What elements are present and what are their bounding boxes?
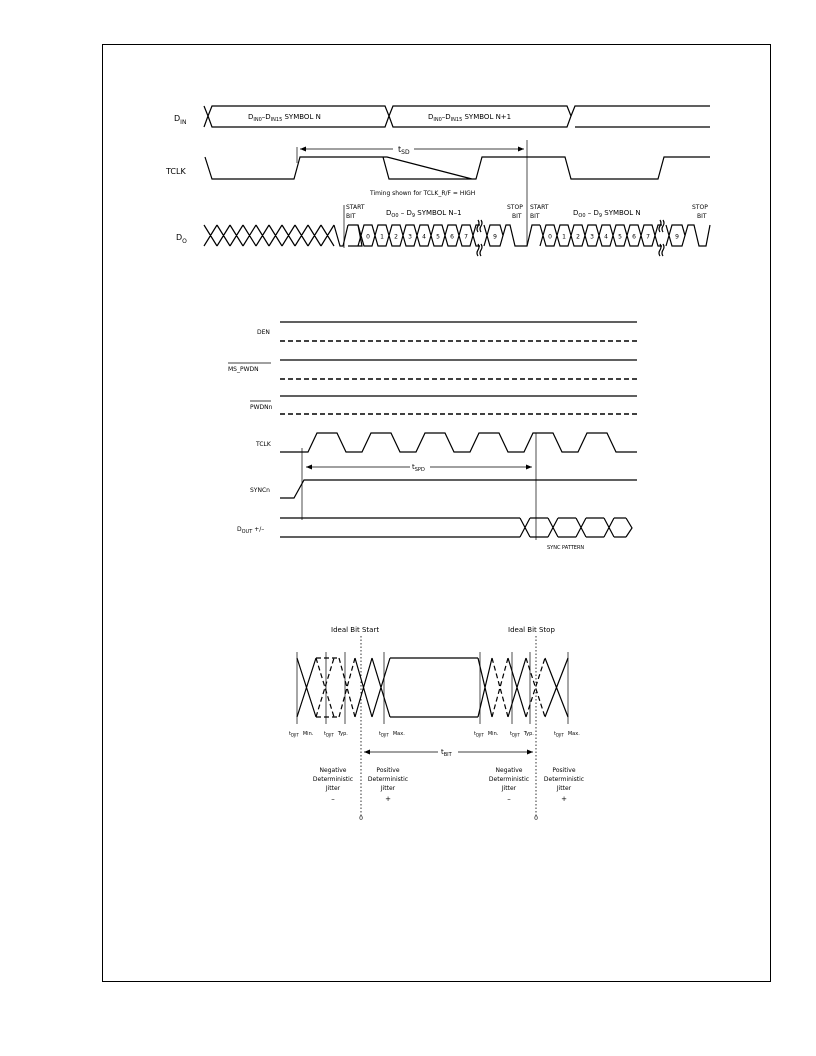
syncn-waveform [280,480,637,498]
den-label: DEN [257,329,270,336]
tdjit-max-1: $t_{DJIT}$ Max. [379,731,405,738]
symbol-n-bit-2: 2 [576,233,580,241]
do-stop-start [503,225,540,246]
do-stop-2 [685,225,710,246]
tsd-label: $t_{SD}$ [398,145,410,156]
dout-waveform [280,518,632,537]
symbol-nm1-bit-0: 0 [366,233,370,241]
symbol-n1-label: $D_{IN0}-D_{IN15}$ SYMBOL N+1 [428,113,512,123]
tbit-label: $t_{BIT}$ [441,748,452,758]
start-bit-label-1b: BIT [346,213,356,220]
tdjit-typ-1: $t_{DJIT}$ Typ. [324,731,348,738]
tdjit-min-2: $t_{DJIT}$ Min. [474,731,499,738]
symbol-nm1-bit-6: 6 [450,233,454,241]
pos-jitter-1a: Positive [376,767,400,774]
tdjit-min-1: $t_{DJIT}$ Min. [289,731,314,738]
symbol-nm1-bit-5: 5 [436,233,440,241]
eye-center [390,658,478,717]
zero-label-2: 0 [534,815,538,822]
stop-bit-label-1b: BIT [512,213,522,220]
tclk2-waveform [280,433,637,452]
stop-bit-label-1: STOP [507,204,523,211]
do-pre-transitions [204,225,334,246]
neg-jitter-1c: Jitter [325,785,341,792]
tdjit-max-2: $t_{DJIT}$ Max. [554,731,580,738]
tclk-waveform [205,157,710,179]
symbol-n-bit-1: 1 [562,233,566,241]
symbol-nm1-bit-4: 4 [422,233,426,241]
symbol-nm1-bits [358,225,473,246]
ms-pwdn-label: MS_PWDN [228,366,259,373]
jitter-diagram [289,626,584,822]
stop-bit-label-2b: BIT [697,213,707,220]
symbol-nm1-bit-3: 3 [408,233,412,241]
neg-jitter-2a: Negative [495,767,523,774]
neg-jitter-1a: Negative [319,767,347,774]
pos-jitter-2a: Positive [552,767,576,774]
eye-crossings [297,658,568,717]
pos-jitter-1c: Jitter [380,785,396,792]
dout-label: $D_{OUT}$ +/– [237,526,265,535]
symbol-nm1-bit-9: 9 [493,233,497,241]
symbol-nm1-label: $D_{O0} - D_9$ SYMBOL N–1 [386,209,462,219]
neg-sign-1: – [331,795,335,803]
pos-jitter-1b: Deterministic [367,776,409,783]
pwdnn-label: PWDNn [250,404,273,411]
stop-bit-label-2: STOP [692,204,708,211]
tspd-label: $t_{SPD}$ [412,463,425,473]
tclk-label: TCLK [166,167,186,176]
din-label: $D_{IN}$ [174,114,187,126]
symbol-n-label: $D_{IN0}-D_{IN15}$ SYMBOL N [248,113,321,123]
pos-sign-1: + [385,795,391,803]
symbol-nm1-bit-1: 1 [380,233,384,241]
pos-sign-2: + [561,795,567,803]
symbol-n-bit-6: 6 [632,233,636,241]
tdjit-typ-2: $t_{DJIT}$ Typ. [510,731,534,738]
do-idle-low [334,225,348,246]
sync-timing-diagram [228,322,637,551]
symbol-n-do-label: $D_{O0} - D_9$ SYMBOL N [573,209,641,219]
do-bus [204,220,710,256]
symbol-n-bits [540,225,655,246]
symbol-nm1-bit-2: 2 [394,233,398,241]
symbol-n-bit-4: 4 [604,233,608,241]
tclk2-label: TCLK [256,441,271,448]
neg-sign-2: – [507,795,511,803]
sync-pattern-label: SYNC PATTERN [547,545,585,551]
syncn-label: SYNCn [250,487,270,494]
pos-jitter-2b: Deterministic [543,776,585,783]
serializer-timing-diagram [165,106,710,256]
start-bit-label-1: START [346,204,365,211]
symbol-n-bit-0: 0 [548,233,552,241]
start-bit-label-2b: BIT [530,213,540,220]
neg-jitter-2c: Jitter [501,785,517,792]
ideal-bit-stop-label: Ideal Bit Stop [508,626,555,634]
start-bit-label-2: START [530,204,549,211]
symbol-n-bit-7: 7 [646,233,650,241]
neg-jitter-1b: Deterministic [312,776,354,783]
symbol-nm1-bit-7: 7 [464,233,468,241]
do-label: $D_O$ [176,233,187,245]
neg-jitter-2b: Deterministic [488,776,530,783]
do-start-bit-1 [348,225,362,246]
ideal-bit-start-label: Ideal Bit Start [331,626,380,634]
symbol-n-bit-3: 3 [590,233,594,241]
timing-note: Timing shown for TCLK_R/F = HIGH [370,190,476,197]
zero-label-1: 0 [359,815,363,822]
symbol-n-bit-9: 9 [675,233,679,241]
symbol-n-bit-5: 5 [618,233,622,241]
pos-jitter-2c: Jitter [556,785,572,792]
